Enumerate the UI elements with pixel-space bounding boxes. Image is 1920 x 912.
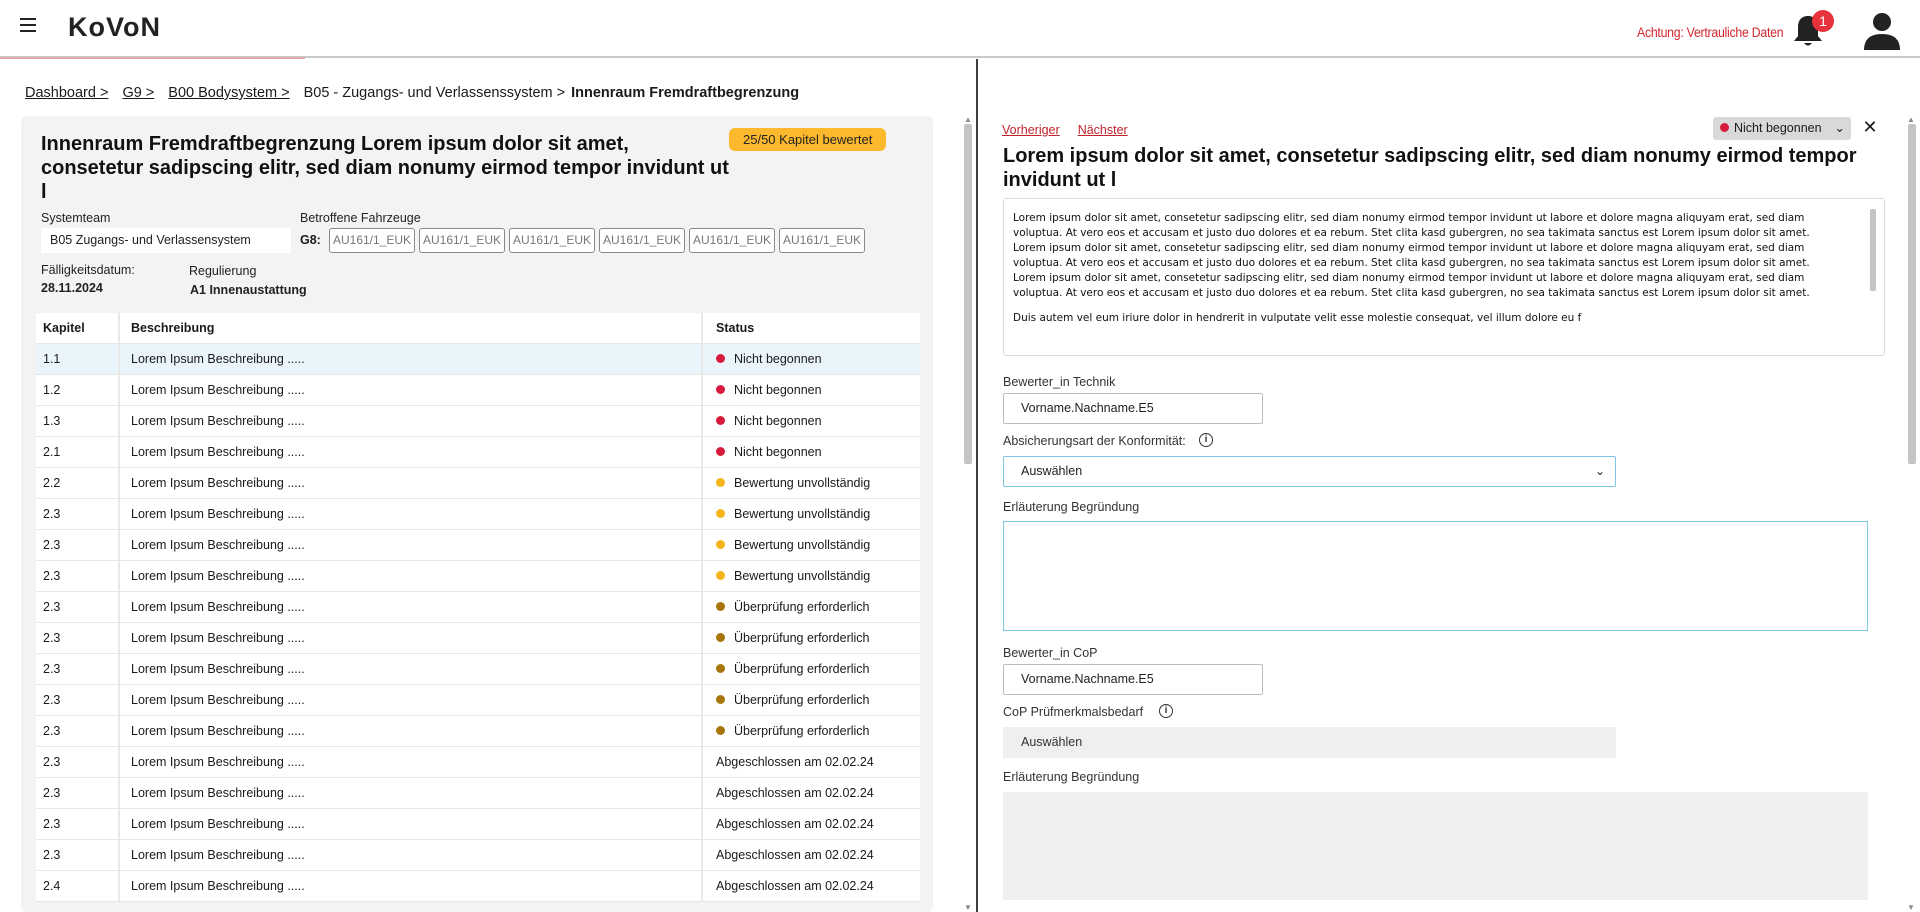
status-label: Bewertung unvollständig bbox=[734, 538, 871, 552]
status-dot-icon bbox=[716, 509, 725, 518]
vehicles-label: Betroffene Fahrzeuge bbox=[300, 211, 421, 225]
kapitel-cell: 1.2 bbox=[36, 375, 120, 405]
status-label: Überprüfung erforderlich bbox=[734, 724, 870, 738]
beschreibung-cell: Lorem Ipsum Beschreibung ..... bbox=[120, 437, 703, 467]
chapter-title: Lorem ipsum dolor sit amet, consetetur sadipscing elitr, sed diam nonumy eirmod tempor invidunt ut l bbox=[1003, 145, 1857, 191]
status-label: Nicht begonnen bbox=[734, 383, 822, 397]
status-cell bbox=[703, 747, 920, 777]
requirement-title: Innenraum Fremdraftbegrenzung Lorem ipsum dolor sit amet, consetetur sadipscing elitr, sed diam nonumy eirmod tempor invidunt ut l bbox=[41, 133, 729, 203]
table-row[interactable] bbox=[36, 561, 920, 592]
table-row[interactable] bbox=[36, 437, 920, 468]
table-row[interactable] bbox=[36, 499, 920, 530]
beschreibung-cell: Lorem Ipsum Beschreibung ..... bbox=[120, 375, 703, 405]
table-row[interactable] bbox=[36, 623, 920, 654]
vehicle-chip[interactable]: AU161/1_EUK bbox=[419, 228, 505, 253]
notification-count-badge: 1 bbox=[1812, 10, 1834, 32]
beschreibung-cell: Lorem Ipsum Beschreibung ..... bbox=[120, 623, 703, 653]
beschreibung-cell: Lorem Ipsum Beschreibung ..... bbox=[120, 499, 703, 529]
vehicle-chip[interactable]: AU161/1_EUK bbox=[689, 228, 775, 253]
table-row[interactable] bbox=[36, 592, 920, 623]
status-label: Nicht begonnen bbox=[734, 414, 822, 428]
left-scrollbar[interactable] bbox=[963, 116, 973, 912]
table-row[interactable] bbox=[36, 716, 920, 747]
kapitel-cell: 2.3 bbox=[36, 685, 120, 715]
cop-pruefmerkmal-select[interactable]: Auswählen bbox=[1003, 727, 1616, 758]
status-label: Abgeschlossen am 02.02.24 bbox=[716, 755, 874, 769]
status-label: Abgeschlossen am 02.02.24 bbox=[716, 879, 874, 893]
description-box[interactable] bbox=[1003, 198, 1885, 356]
status-dot-icon bbox=[716, 633, 725, 642]
description-paragraph: Lorem ipsum dolor sit amet, consetetur sadipscing elitr, sed diam nonumy eirmod tempor invidunt ut labore et dolore magna aliquyam erat, sed diam voluptua. At vero eos et accusam et justo duo dolores et ea rebum. Stet clita kasd gubergren, no sea takimata sanctus est Lorem ipsum dolor sit amet. Lorem ipsum dolor sit amet, consetetur sadipscing elitr, sed diam nonumy eirmod tempor invidunt ut labore et dolore magna aliquyam erat, sed diam voluptua. At vero eos et accusam et justo duo dolores et ea rebum. Stet clita kasd gubergren, no sea takimata sanctus est Lorem ipsum dolor sit amet. Lorem ipsum dolor sit amet, consetetur sadipscing elitr, sed diam nonumy eirmod tempor invidunt ut labore et dolore magna aliquyam erat, sed diam voluptua. At vero eos et accusam et justo duo dolores et ea rebum. Stet clita kasd gubergren, no sea takimata sanctus est Lorem ipsum dolor sit amet. bbox=[1013, 212, 1810, 299]
status-dot-icon bbox=[716, 602, 725, 611]
status-cell bbox=[703, 685, 920, 715]
vehicle-chip[interactable]: AU161/1_EUK bbox=[509, 228, 595, 253]
status-dot-icon bbox=[716, 695, 725, 704]
status-cell bbox=[703, 654, 920, 684]
beschreibung-cell: Lorem Ipsum Beschreibung ..... bbox=[120, 747, 703, 777]
status-cell bbox=[703, 716, 920, 746]
status-label: Überprüfung erforderlich bbox=[734, 600, 870, 614]
vehicle-chip[interactable]: AU161/1_EUK bbox=[599, 228, 685, 253]
breadcrumb-g9[interactable]: G9 > bbox=[122, 85, 155, 101]
status-label: Überprüfung erforderlich bbox=[734, 662, 870, 676]
next-link[interactable]: Nächster bbox=[1077, 123, 1128, 137]
kapitel-cell: 2.1 bbox=[36, 437, 120, 467]
status-cell bbox=[703, 840, 920, 870]
absicherung-select-value: Auswählen bbox=[1021, 464, 1083, 478]
vehicle-chips bbox=[329, 228, 865, 253]
status-cell bbox=[703, 809, 920, 839]
status-label: Abgeschlossen am 02.02.24 bbox=[716, 817, 874, 831]
header-progress-bar bbox=[0, 57, 305, 59]
beschreibung-cell: Lorem Ipsum Beschreibung ..... bbox=[120, 592, 703, 622]
erlaeuterung-cop-label: Erläuterung Begründung bbox=[1003, 770, 1140, 784]
column-header-kapitel[interactable]: Kapitel bbox=[36, 313, 120, 343]
beschreibung-cell: Lorem Ipsum Beschreibung ..... bbox=[120, 406, 703, 436]
kapitel-cell: 2.3 bbox=[36, 840, 120, 870]
breadcrumb-current: Innenraum Fremdraftbegrenzung bbox=[571, 85, 800, 101]
absicherung-label: Absicherungsart der Konformität: bbox=[1003, 434, 1186, 448]
vehicle-chip[interactable]: AU161/1_EUK bbox=[779, 228, 865, 253]
beschreibung-cell: Lorem Ipsum Beschreibung ..... bbox=[120, 871, 703, 901]
systemteam-label: Systemteam bbox=[41, 211, 111, 225]
breadcrumb bbox=[25, 85, 799, 101]
info-icon[interactable]: i bbox=[1199, 433, 1213, 447]
vehicle-chip[interactable]: AU161/1_EUK bbox=[329, 228, 415, 253]
status-dropdown[interactable] bbox=[1713, 117, 1851, 140]
status-cell bbox=[703, 375, 920, 405]
kapitel-cell: 2.3 bbox=[36, 530, 120, 560]
table-row[interactable] bbox=[36, 778, 920, 809]
table-row[interactable] bbox=[36, 375, 920, 406]
bewerter-technik-input[interactable]: Vorname.Nachname.E5 bbox=[1003, 393, 1263, 424]
status-label: Nicht begonnen bbox=[734, 445, 822, 459]
kapitel-cell: 2.3 bbox=[36, 747, 120, 777]
breadcrumb-b00[interactable]: B00 Bodysystem > bbox=[168, 85, 290, 101]
scroll-up-arrow-icon[interactable]: ▲ bbox=[964, 115, 972, 124]
beschreibung-cell: Lorem Ipsum Beschreibung ..... bbox=[120, 685, 703, 715]
absicherung-select[interactable] bbox=[1003, 456, 1616, 487]
panel-divider[interactable] bbox=[976, 59, 978, 912]
app-header bbox=[0, 0, 1920, 58]
previous-link[interactable]: Vorheriger bbox=[1002, 123, 1060, 137]
bewerter-cop-label: Bewerter_in CoP bbox=[1003, 646, 1098, 660]
status-dot-icon bbox=[716, 571, 725, 580]
status-label: Bewertung unvollständig bbox=[734, 476, 871, 490]
status-label: Bewertung unvollständig bbox=[734, 507, 871, 521]
status-cell bbox=[703, 406, 920, 436]
table-row[interactable] bbox=[36, 468, 920, 499]
confidential-notice: Achtung: Vertrauliche Daten bbox=[1637, 24, 1784, 40]
right-scrollbar[interactable] bbox=[1906, 116, 1918, 912]
info-icon[interactable]: i bbox=[1159, 704, 1173, 718]
status-cell bbox=[703, 871, 920, 901]
table-row[interactable] bbox=[36, 406, 920, 437]
kapitel-cell: 2.3 bbox=[36, 654, 120, 684]
status-cell bbox=[703, 344, 920, 374]
status-dot-icon bbox=[716, 385, 725, 394]
vehicles-prefix: G8: bbox=[300, 233, 321, 247]
left-scrollbar-thumb[interactable] bbox=[964, 124, 972, 464]
status-dot-icon bbox=[716, 354, 725, 363]
kapitel-cell: 2.4 bbox=[36, 871, 120, 901]
status-dot-icon bbox=[1720, 123, 1729, 132]
erlaeuterung-textarea[interactable] bbox=[1003, 521, 1868, 631]
status-cell bbox=[703, 437, 920, 467]
bewerter-technik-label: Bewerter_in Technik bbox=[1003, 375, 1116, 389]
kapitel-cell: 2.2 bbox=[36, 468, 120, 498]
kapitel-cell: 2.3 bbox=[36, 809, 120, 839]
beschreibung-cell: Lorem Ipsum Beschreibung ..... bbox=[120, 809, 703, 839]
systemteam-value: B05 Zugangs- und Verlassensystem bbox=[41, 228, 291, 253]
description-text bbox=[1013, 211, 1813, 336]
status-label: Abgeschlossen am 02.02.24 bbox=[716, 786, 874, 800]
breadcrumb-b05: B05 - Zugangs- und Verlassenssystem > bbox=[303, 85, 566, 101]
table-row[interactable] bbox=[36, 344, 920, 375]
breadcrumb-dashboard[interactable]: Dashboard > bbox=[25, 85, 109, 101]
beschreibung-cell: Lorem Ipsum Beschreibung ..... bbox=[120, 716, 703, 746]
status-label: Abgeschlossen am 02.02.24 bbox=[716, 848, 874, 862]
status-cell bbox=[703, 468, 920, 498]
status-dot-icon bbox=[716, 664, 725, 673]
status-label: Bewertung unvollständig bbox=[734, 569, 871, 583]
kapitel-cell: 2.3 bbox=[36, 623, 120, 653]
beschreibung-cell: Lorem Ipsum Beschreibung ..... bbox=[120, 344, 703, 374]
status-label: Nicht begonnen bbox=[734, 352, 822, 366]
table-header-row bbox=[36, 313, 920, 344]
erlaeuterung-label: Erläuterung Begründung bbox=[1003, 500, 1140, 514]
status-cell bbox=[703, 530, 920, 560]
description-scrollbar-thumb[interactable] bbox=[1870, 209, 1876, 291]
beschreibung-cell: Lorem Ipsum Beschreibung ..... bbox=[120, 561, 703, 591]
beschreibung-cell: Lorem Ipsum Beschreibung ..... bbox=[120, 530, 703, 560]
close-icon[interactable]: ✕ bbox=[1862, 117, 1878, 137]
status-cell bbox=[703, 592, 920, 622]
kapitel-cell: 2.3 bbox=[36, 716, 120, 746]
table-row[interactable] bbox=[36, 654, 920, 685]
table-row[interactable] bbox=[36, 530, 920, 561]
table-row[interactable] bbox=[36, 685, 920, 716]
beschreibung-cell: Lorem Ipsum Beschreibung ..... bbox=[120, 778, 703, 808]
chapter-navigation bbox=[1002, 123, 1146, 137]
description-scrollbar[interactable] bbox=[1870, 207, 1876, 347]
beschreibung-cell: Lorem Ipsum Beschreibung ..... bbox=[120, 468, 703, 498]
status-cell bbox=[703, 561, 920, 591]
cop-pruefmerkmal-label: CoP Prüfmerkmalsbedarf bbox=[1003, 705, 1144, 719]
column-header-status[interactable]: Status bbox=[716, 321, 755, 335]
kapitel-cell: 2.3 bbox=[36, 499, 120, 529]
chapters-rated-badge: 25/50 Kapitel bewertet bbox=[729, 128, 886, 151]
table-row[interactable] bbox=[36, 840, 920, 871]
kapitel-cell: 1.1 bbox=[36, 344, 120, 374]
status-label: Überprüfung erforderlich bbox=[734, 631, 870, 645]
bewerter-cop-input[interactable]: Vorname.Nachname.E5 bbox=[1003, 664, 1263, 695]
kapitel-cell: 2.3 bbox=[36, 561, 120, 591]
table-row[interactable] bbox=[36, 747, 920, 778]
scroll-up-arrow-icon[interactable]: ▲ bbox=[1907, 115, 1915, 124]
kapitel-cell: 2.3 bbox=[36, 778, 120, 808]
table-body bbox=[36, 344, 920, 902]
column-header-beschreibung[interactable]: Beschreibung bbox=[120, 313, 703, 343]
status-cell bbox=[703, 499, 920, 529]
table-row[interactable] bbox=[36, 871, 920, 902]
app-logo[interactable]: KoVoN bbox=[68, 12, 161, 42]
hamburger-menu-icon[interactable] bbox=[20, 18, 40, 36]
status-dot-icon bbox=[716, 540, 725, 549]
beschreibung-cell: Lorem Ipsum Beschreibung ..... bbox=[120, 840, 703, 870]
regulation-value: A1 Innenaustattung bbox=[190, 283, 307, 297]
due-date-value: 28.11.2024 bbox=[41, 281, 103, 295]
chevron-down-icon: ⌄ bbox=[1594, 464, 1605, 478]
scroll-down-arrow-icon[interactable]: ▼ bbox=[964, 903, 972, 912]
status-dot-icon bbox=[716, 416, 725, 425]
status-label: Überprüfung erforderlich bbox=[734, 693, 870, 707]
right-scrollbar-thumb[interactable] bbox=[1908, 124, 1916, 464]
table-row[interactable] bbox=[36, 809, 920, 840]
status-dot-icon bbox=[716, 447, 725, 456]
kapitel-cell: 1.3 bbox=[36, 406, 120, 436]
erlaeuterung-cop-textarea[interactable] bbox=[1003, 792, 1868, 900]
kapitel-cell: 2.3 bbox=[36, 592, 120, 622]
status-cell bbox=[703, 623, 920, 653]
scroll-down-arrow-icon[interactable]: ▼ bbox=[1907, 903, 1915, 912]
due-date-label: Fälligkeitsdatum: bbox=[41, 263, 135, 277]
status-cell bbox=[703, 778, 920, 808]
beschreibung-cell: Lorem Ipsum Beschreibung ..... bbox=[120, 654, 703, 684]
user-avatar-icon[interactable] bbox=[1862, 12, 1902, 50]
status-dropdown-label: Nicht begonnen bbox=[1734, 121, 1822, 135]
status-dot-icon bbox=[716, 726, 725, 735]
regulation-label: Regulierung bbox=[189, 264, 257, 278]
status-dot-icon bbox=[716, 478, 725, 487]
description-paragraph: Duis autem vel eum iriure dolor in hendrerit in vulputate velit esse molestie consequat, vel illum dolore eu f bbox=[1013, 312, 1582, 324]
chevron-down-icon: ⌄ bbox=[1834, 121, 1845, 135]
chapter-table bbox=[36, 313, 920, 902]
